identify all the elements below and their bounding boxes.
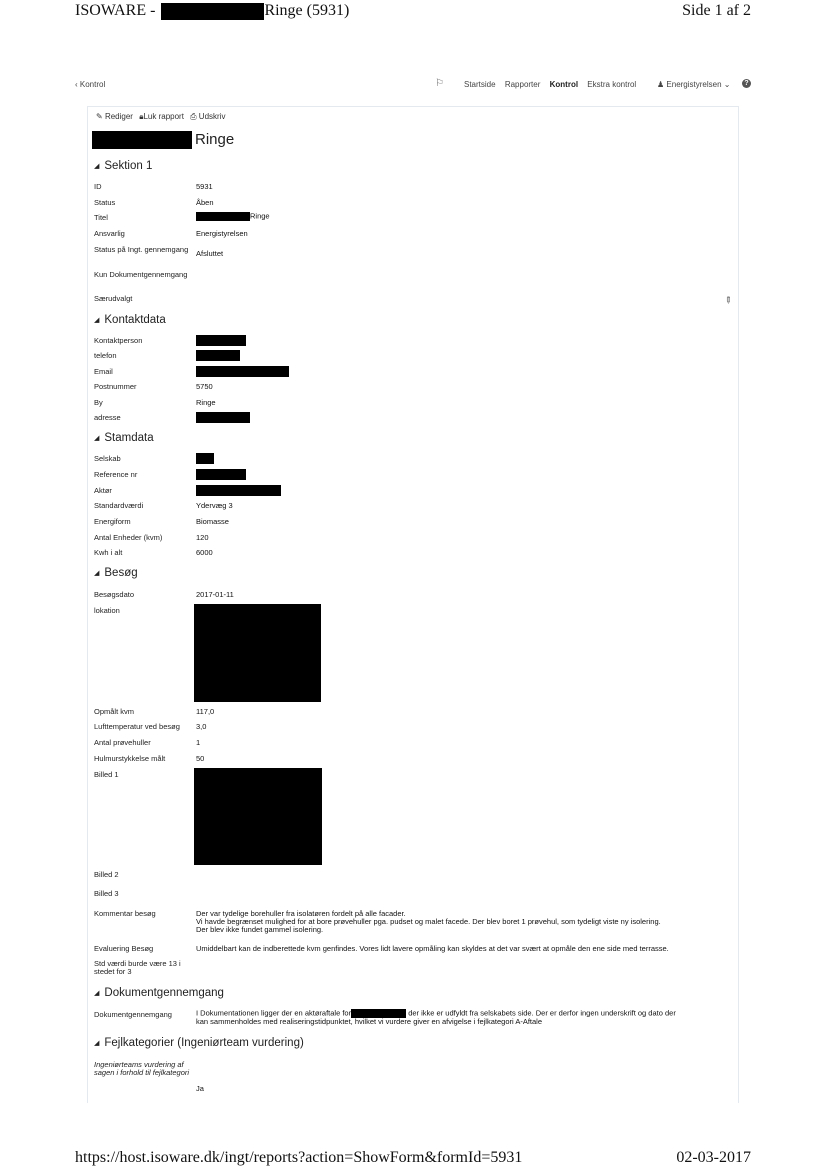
redacted-image-1 <box>194 768 322 865</box>
field-label-standardvaerdi: Standardværdi <box>94 501 144 510</box>
field-label-billed-2: Billed 2 <box>94 870 119 879</box>
collapse-triangle-icon: ◢ <box>94 1040 100 1047</box>
redacted-block <box>196 350 240 361</box>
field-value-titel <box>196 212 270 221</box>
field-label-kun-dokumentgennemgang: Kun Dokumentgennemgang <box>94 270 188 279</box>
back-link[interactable]: ‹ Kontrol <box>75 80 106 89</box>
field-value-antal-enheder: 120 <box>196 533 209 542</box>
field-label-hulmurstykkelse: Hulmurstykkelse målt <box>94 754 166 763</box>
redacted-block <box>161 3 264 20</box>
field-label-lufttemperatur: Lufttemperatur ved besøg <box>94 722 180 731</box>
print-header-page: Side 1 af 2 <box>682 2 751 19</box>
field-label-postnummer: Postnummer <box>94 382 137 391</box>
page-title-text: Ringe <box>195 131 235 148</box>
page-title <box>92 131 234 151</box>
field-value-hulmurstykkelse: 50 <box>196 754 205 763</box>
field-label-by: By <box>94 398 103 407</box>
flag-icon[interactable]: ⚐ <box>435 78 444 89</box>
field-value-antal-provehuller: 1 <box>196 738 201 747</box>
redacted-block <box>196 485 281 496</box>
report-panel <box>87 106 739 1103</box>
print-footer-date: 02-03-2017 <box>676 1149 751 1166</box>
field-value-kontaktperson <box>196 335 246 346</box>
field-label-antal-enheder: Antal Enheder (kvm) <box>94 533 163 542</box>
field-label-reference-nr: Reference nr <box>94 470 138 479</box>
redacted-block <box>196 335 246 346</box>
field-label-billed-3: Billed 3 <box>94 889 119 898</box>
redacted-block <box>196 453 214 464</box>
field-value-dokumentgennemgang <box>196 1009 736 1026</box>
top-nav <box>75 80 751 96</box>
collapse-triangle-icon: ◢ <box>94 435 100 442</box>
field-label-opmaalt-kvm: Opmålt kvm <box>94 707 135 716</box>
edit-button[interactable] <box>96 112 133 121</box>
section-header-fejlkategorier[interactable] <box>94 1037 304 1049</box>
collapse-triangle-icon: ◢ <box>94 317 100 324</box>
collapse-triangle-icon: ◢ <box>94 163 100 170</box>
field-value-selskab <box>196 453 214 464</box>
user-icon: ♟ <box>657 80 665 89</box>
field-value-energiform: Biomasse <box>196 517 229 526</box>
field-value-email <box>196 366 289 377</box>
kommentar-line-2: Vi havde begrænset mulighed for at bore prøvehuller pga. pudset og malet facede. Der blev boret 1 prøvehul, som tydeligt viste ny isolering. <box>196 917 661 926</box>
field-label-std-vaerdi: Std værdi burde være 13 i stedet for 3 <box>94 959 181 976</box>
field-label-titel: Titel <box>94 213 108 222</box>
section-header-besog[interactable] <box>94 567 138 579</box>
redacted-block <box>196 212 250 221</box>
field-value-by: Ringe <box>196 398 216 407</box>
collapse-triangle-icon: ◢ <box>94 990 100 997</box>
section-title: Sektion 1 <box>104 160 153 172</box>
section-title: Kontaktdata <box>104 314 166 326</box>
field-label-ansvarlig: Ansvarlig <box>94 229 125 238</box>
nav-link-ekstra-kontrol[interactable]: Ekstra kontrol <box>587 80 637 89</box>
field-label-id: ID <box>94 182 102 191</box>
section-title: Stamdata <box>104 432 154 444</box>
field-value-status: Åben <box>196 198 214 207</box>
field-label-telefon: telefon <box>94 351 117 360</box>
dok-text-a: I Dokumentationen ligger der en aktøraftale for <box>196 1008 352 1018</box>
field-value-telefon <box>196 350 240 361</box>
field-label-besogsdato: Besøgsdato <box>94 590 135 599</box>
field-label-energiform: Energiform <box>94 517 131 526</box>
edit-icon: ✎ <box>96 112 103 121</box>
redacted-location-map <box>194 604 321 702</box>
section-title: Dokumentgennemgang <box>104 987 224 999</box>
section-header-dokumentgennemgang[interactable] <box>94 987 224 999</box>
print-header <box>75 2 751 26</box>
print-icon: ⎙ <box>190 112 197 121</box>
field-label-ingeniorteam-vurdering: Ingeniørteams vurdering af sagen i forhold til fejlkategori <box>94 1060 190 1077</box>
section-header-sektion-1[interactable] <box>94 160 152 172</box>
field-label-dokumentgennemgang: Dokumentgennemgang <box>94 1010 172 1019</box>
field-label-kwh: Kwh i alt <box>94 548 123 557</box>
field-label-kommentar: Kommentar besøg <box>94 909 156 918</box>
field-label-aktor: Aktør <box>94 486 112 495</box>
field-label-adresse: adresse <box>94 413 121 422</box>
print-button[interactable] <box>190 112 225 121</box>
field-value-evaluering: Umiddelbart kan de indberettede kvm genfindes. Vores lidt lavere opmåling kan skyldes at det var svært at opmåle den ene side med terrasse. <box>196 944 669 953</box>
field-label-lokation: lokation <box>94 606 120 615</box>
section-header-stamdata[interactable] <box>94 432 154 444</box>
collapse-triangle-icon: ◢ <box>94 570 100 577</box>
field-value-besogsdato: 2017-01-11 <box>196 590 234 599</box>
redacted-block <box>92 131 192 149</box>
field-value-adresse <box>196 412 250 423</box>
toolbar <box>96 112 229 122</box>
kommentar-line-1: Der var tydelige borehuller fra isolatøren fordelt på alle facader. <box>196 909 406 918</box>
field-value-id: 5931 <box>196 182 213 191</box>
field-value-lufttemperatur: 3,0 <box>196 722 207 731</box>
field-value-titel-text: Ringe <box>250 211 270 221</box>
section-title: Fejlkategorier (Ingeniørteam vurdering) <box>104 1037 304 1049</box>
nav-link-startside[interactable]: Startside <box>464 80 496 89</box>
field-label-saerudvalgt: Særudvalgt <box>94 294 133 303</box>
close-report-label: Luk rapport <box>143 112 184 121</box>
redacted-block <box>196 469 246 480</box>
field-value-status-ingt: Afsluttet <box>196 249 224 258</box>
field-value-reference-nr <box>196 469 246 480</box>
edit-label: Rediger <box>104 112 133 121</box>
nav-link-kontrol[interactable]: Kontrol <box>549 80 579 89</box>
chevron-down-icon: ⌄ <box>723 80 731 89</box>
field-label-email: Email <box>94 367 113 376</box>
user-menu[interactable] <box>657 80 730 89</box>
print-header-app: ISOWARE - <box>75 2 156 19</box>
user-name: Energistyrelsen <box>666 80 722 89</box>
field-value-opmaalt-kvm: 117,0 <box>196 707 215 716</box>
lock-icon: 🔒︎ <box>139 112 144 121</box>
back-link-label: Kontrol <box>79 80 106 89</box>
nav-links <box>464 80 643 89</box>
nav-link-rapporter[interactable]: Rapporter <box>504 80 541 89</box>
field-value-kwh: 6000 <box>196 548 213 557</box>
field-label-status: Status <box>94 198 116 207</box>
field-value-ingeniorteam-vurdering: Ja <box>196 1084 204 1093</box>
section-header-kontaktdata[interactable] <box>94 314 166 326</box>
field-value-postnummer: 5750 <box>196 382 213 391</box>
help-icon[interactable]: ? <box>742 79 751 88</box>
kommentar-line-3: Der blev ikke fundet gammel isolering. <box>196 925 324 934</box>
print-footer-url: https://host.isoware.dk/ingt/reports?action=ShowForm&formId=5931 <box>75 1149 523 1166</box>
field-label-selskab: Selskab <box>94 454 121 463</box>
field-label-billed-1: Billed 1 <box>94 770 119 779</box>
field-value-kommentar <box>196 910 736 934</box>
dok-text-b: der ikke er udfyldt fra selskabets side. Der er derfor ingen underskrift og dato der <box>408 1008 676 1018</box>
pencil-icon[interactable]: ✎ <box>721 293 735 307</box>
field-label-antal-provehuller: Antal prøvehuller <box>94 738 151 747</box>
redacted-block <box>196 366 289 377</box>
print-footer <box>75 1149 751 1169</box>
print-header-title: Ringe (5931) <box>264 2 350 19</box>
field-label-status-ingt: Status på Ingt. gennemgang <box>94 245 189 254</box>
field-value-standardvaerdi: Ydervæg 3 <box>196 501 233 510</box>
close-report-button[interactable] <box>139 112 184 121</box>
dok-line-2: kan sammenholdes med realiseringstidpunktet, hvilket vi vurdere giver en afvigelse i fejlkategori A-Aftale <box>196 1017 543 1026</box>
field-value-ansvarlig: Energistyrelsen <box>196 229 248 238</box>
section-title: Besøg <box>104 567 138 579</box>
print-label: Udskriv <box>198 112 226 121</box>
field-value-aktor <box>196 485 281 496</box>
field-label-evaluering: Evaluering Besøg <box>94 944 154 953</box>
redacted-block <box>196 412 250 423</box>
field-label-kontaktperson: Kontaktperson <box>94 336 143 345</box>
